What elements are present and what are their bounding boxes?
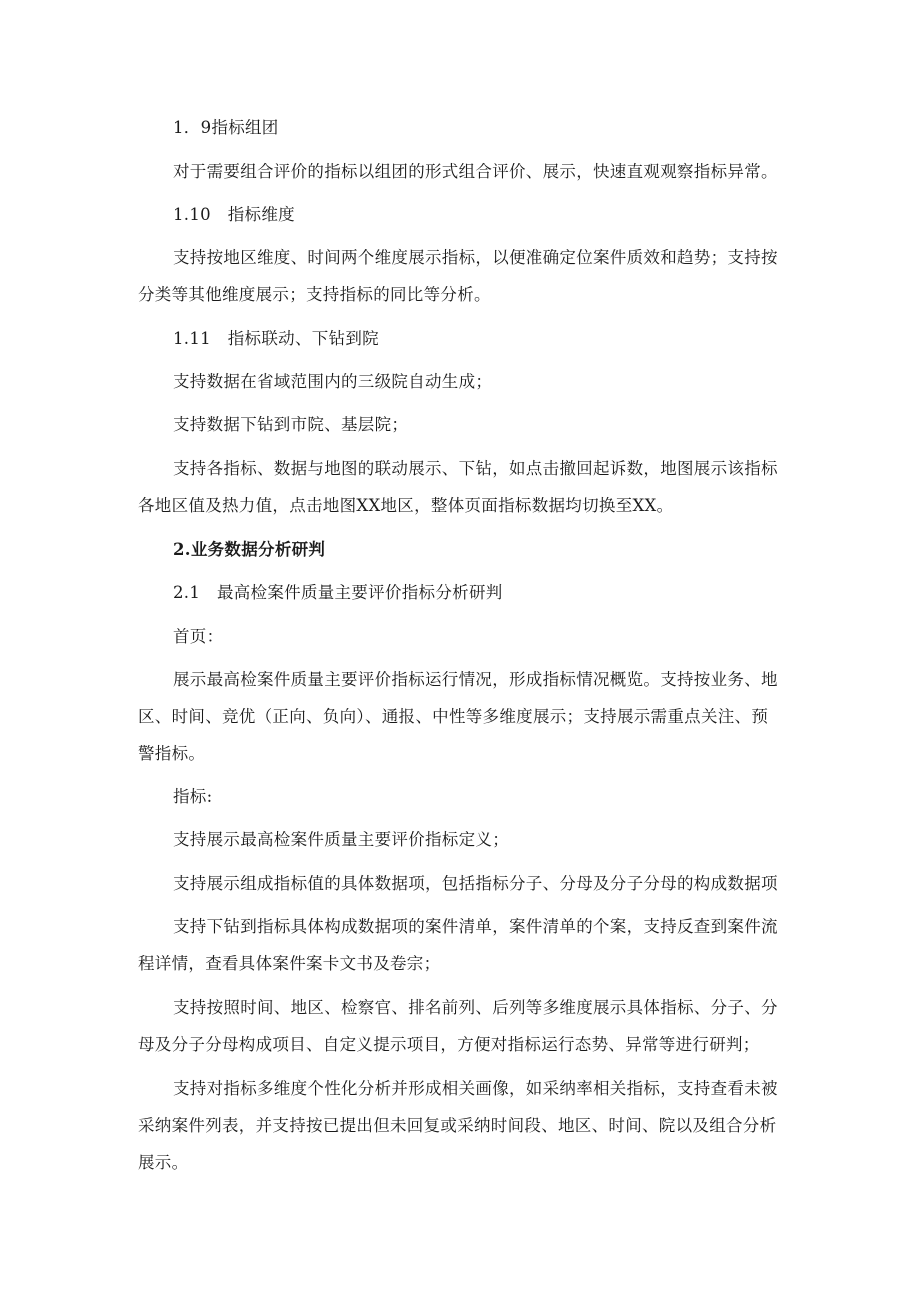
section-1-11-heading: 1.11 指标联动、下钻到院 — [173, 329, 379, 348]
indicator-body-1: 支持展示最高检案件质量主要评价指标定义； — [173, 830, 509, 849]
section-2-heading: 2.业务数据分析研判 — [173, 540, 326, 559]
section-1-10-heading: 1.10 指标维度 — [173, 205, 295, 224]
indicator-body-2: 支持展示组成指标值的具体数据项，包括指标分子、分母及分子分母的构成数据项 — [173, 874, 778, 893]
section-1-11-body-2: 支持数据下钻到市院、基层院； — [173, 415, 409, 434]
home-body-line-1: 展示最高检案件质量主要评价指标运行情况，形成指标情况概览。支持按业务、地 — [173, 670, 778, 689]
home-label: 首页： — [173, 627, 224, 646]
indicator-label: 指标: — [173, 787, 213, 806]
section-2-1-heading: 2.1 最高检案件质量主要评价指标分析研判 — [173, 583, 503, 602]
section-1-10-body-line-2: 分类等其他维度展示；支持指标的同比等分析。 — [138, 285, 491, 304]
section-1-9-heading: 1．9指标组团 — [173, 118, 279, 137]
section-1-11-body-1: 支持数据在省域范围内的三级院自动生成； — [173, 372, 493, 391]
indicator-body-5-line-2: 采纳案件列表，并支持按已提出但未回复或采纳时间段、地区、时间、院以及组合分析 — [138, 1116, 777, 1135]
indicator-body-5-line-3: 展示。 — [138, 1153, 189, 1172]
section-1-11-body-3-line-2: 各地区值及热力值，点击地图XX地区，整体页面指标数据均切换至XX。 — [138, 496, 674, 515]
home-body-line-2: 区、时间、竞优（正向、负向）、通报、中性等多维度展示；支持展示需重点关注、预 — [138, 707, 769, 726]
indicator-body-3-line-2: 程详情，查看具体案件案卡文书及卷宗； — [138, 954, 441, 973]
section-1-9-body: 对于需要组合评价的指标以组团的形式组合评价、展示，快速直观观察指标异常。 — [173, 162, 778, 181]
home-body-line-3: 警指标。 — [138, 744, 206, 763]
indicator-body-4-line-2: 母及分子分母构成项目、自定义提示项目，方便对指标运行态势、异常等进行研判； — [138, 1035, 760, 1054]
section-1-10-body-line-1: 支持按地区维度、时间两个维度展示指标，以便准确定位案件质效和趋势；支持按 — [173, 248, 778, 267]
section-1-11-body-3-line-1: 支持各指标、数据与地图的联动展示、下钻，如点击撤回起诉数，地图展示该指标 — [173, 459, 778, 478]
indicator-body-5-line-1: 支持对指标多维度个性化分析并形成相关画像，如采纳率相关指标，支持查看未被 — [173, 1079, 778, 1098]
indicator-body-3-line-1: 支持下钻到指标具体构成数据项的案件清单，案件清单的个案，支持反查到案件流 — [173, 917, 778, 936]
indicator-body-4-line-1: 支持按照时间、地区、检察官、排名前列、后列等多维度展示具体指标、分子、分 — [173, 998, 778, 1017]
